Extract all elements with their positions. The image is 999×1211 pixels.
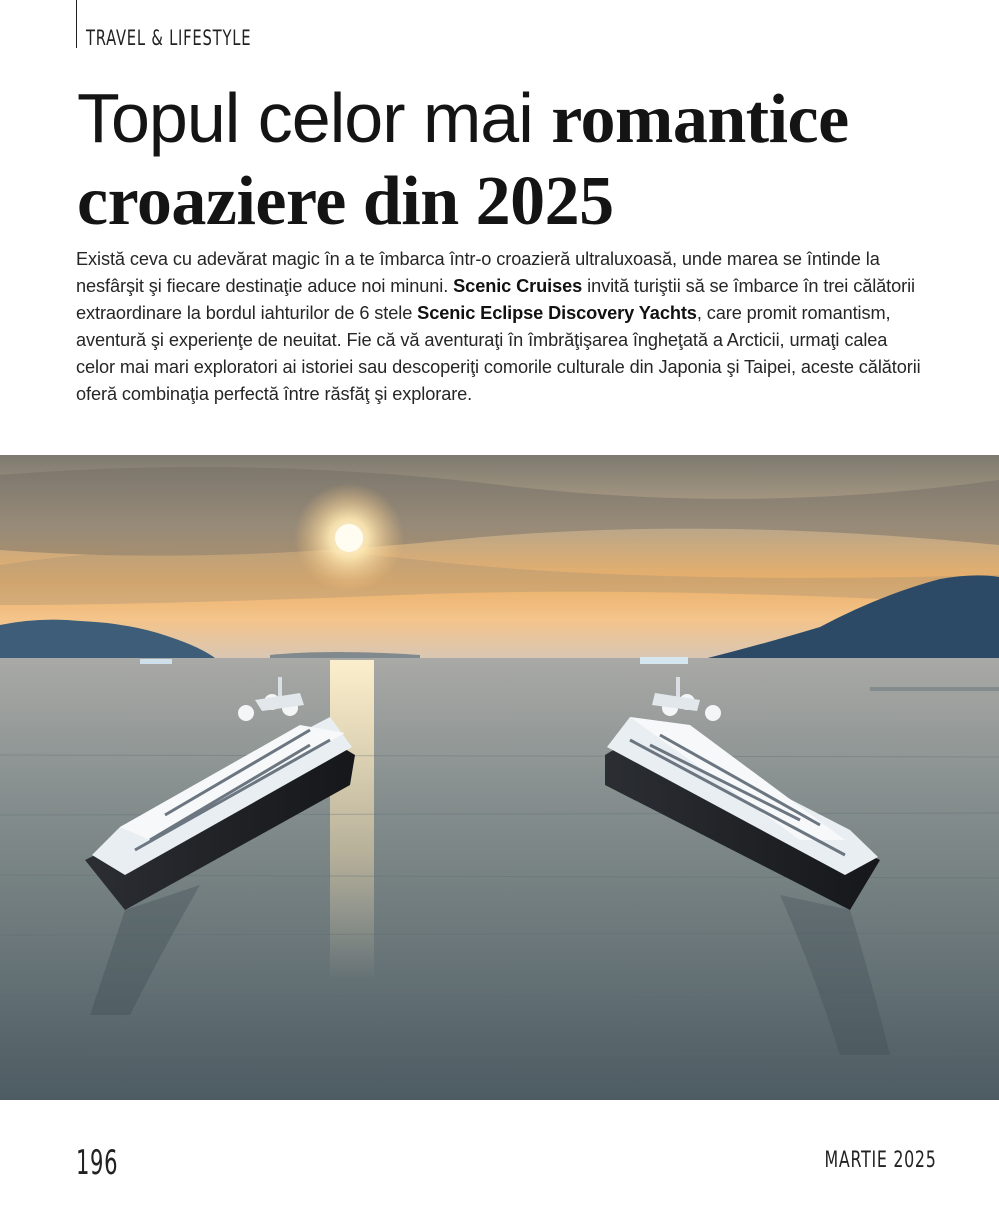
issue-date: MARTIE 2025	[825, 1148, 937, 1173]
article-intro	[76, 246, 926, 409]
section-rule	[76, 0, 77, 48]
cruise-yachts-photo	[0, 455, 999, 1100]
intro-part-1: Există ceva cu adevărat magic în a te îmbarca într-o croazieră ultraluxoasă, unde marea se întinde la nesfârşit şi fiecare destinaţie aduce noi minuni.	[76, 249, 880, 297]
brand-scenic-cruises: Scenic Cruises	[453, 276, 583, 297]
title-bold-1: romantice	[551, 81, 849, 158]
intro-part-3: , care promit romantism, aventură şi experienţe de neuitat. Fie că vă aventuraţi în îmbrăţişarea îngheţată a Arcticii, urmaţi calea celor mai mari exploratori ai istoriei sau descoperiţi comorile culturale din Japonia şi Taipei, aceste călătorii oferă combinaţia perfectă între răsfăţ şi explorare.	[76, 303, 921, 405]
section-label: TRAVEL & LIFESTYLE	[86, 26, 252, 50]
brand-scenic-eclipse: Scenic Eclipse Discovery Yachts	[417, 303, 697, 324]
page-number: 196	[76, 1143, 119, 1183]
title-light: Topul celor mai	[77, 79, 552, 157]
intro-part-2: invită turiştii să se îmbarce în trei călătorii extraordinare la bordul iahturilor de 6 stele	[76, 276, 915, 324]
article-title	[77, 78, 977, 242]
title-bold-2: croaziere din 2025	[77, 163, 614, 240]
